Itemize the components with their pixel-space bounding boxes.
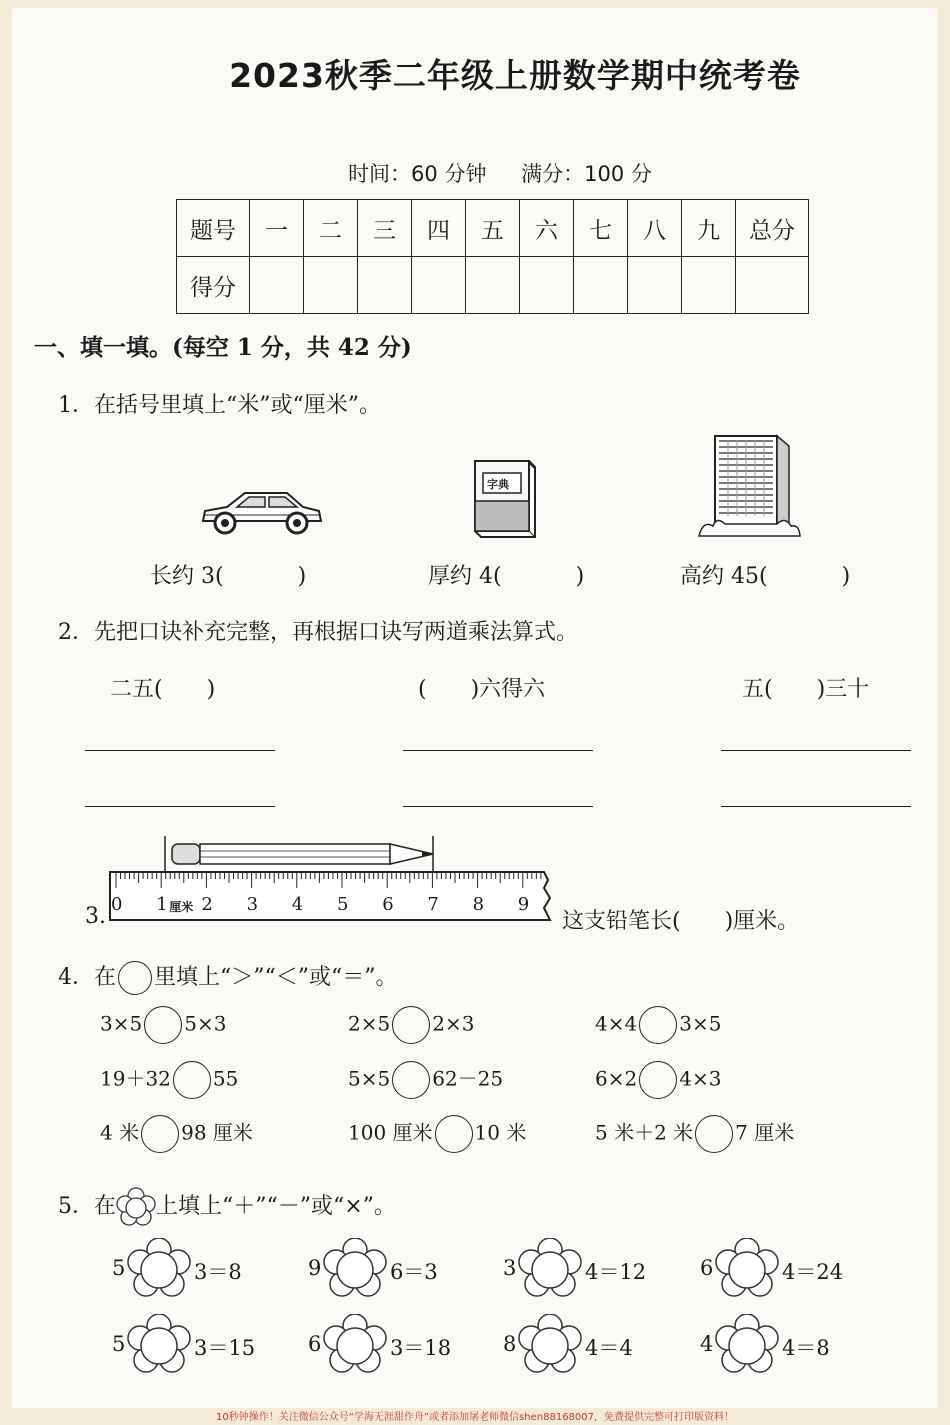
- q2-rhyme-2: ( )六得六: [418, 677, 546, 702]
- operator-expression: [112, 1238, 292, 1302]
- compare-circle[interactable]: [639, 1061, 677, 1099]
- compare-right: 2×3: [432, 1011, 475, 1036]
- compare-right: 7 厘米: [735, 1120, 795, 1145]
- car-icon: [195, 487, 325, 539]
- compare-expression: [348, 1115, 526, 1153]
- compare-right: 4×3: [679, 1066, 722, 1091]
- compare-left: 5 米＋2 米: [595, 1120, 694, 1145]
- operator-expression: [112, 1314, 292, 1378]
- compare-right: 98 厘米: [181, 1120, 253, 1145]
- score-cell[interactable]: [736, 257, 809, 314]
- score-col: 九: [682, 200, 736, 257]
- score-cell[interactable]: [466, 257, 520, 314]
- compare-left: 4 米: [100, 1120, 140, 1145]
- operand-left: 8: [503, 1332, 517, 1356]
- compare-circle[interactable]: [173, 1061, 211, 1099]
- compare-circle[interactable]: [392, 1061, 430, 1099]
- ruler-number: 6: [382, 894, 394, 915]
- compare-expression: [100, 1061, 238, 1099]
- compare-circle[interactable]: [141, 1115, 179, 1153]
- operand-left: 4: [700, 1332, 714, 1356]
- compare-expression: [348, 1006, 474, 1044]
- compare-expression: [100, 1006, 226, 1044]
- score-cell[interactable]: [412, 257, 466, 314]
- question-3-number: 3.: [85, 904, 106, 929]
- operand-right: 4＝8: [782, 1336, 830, 1360]
- operand-left: 3: [503, 1256, 517, 1280]
- compare-expression: [595, 1061, 721, 1099]
- answer-line[interactable]: [721, 750, 911, 751]
- answer-line[interactable]: [85, 806, 275, 807]
- ruler-number: 7: [427, 894, 439, 915]
- ruler-number: 1: [156, 894, 168, 915]
- operand-right: 3＝18: [390, 1336, 452, 1360]
- score-col: 五: [466, 200, 520, 257]
- question-1: 1．在括号里填上“米”或“厘米”。: [58, 393, 381, 418]
- dictionary-icon: [469, 455, 539, 540]
- q2-rhyme-1: 二五( ): [110, 677, 216, 702]
- compare-circle[interactable]: [392, 1006, 430, 1044]
- flower-operator-slot[interactable]: [322, 1314, 388, 1376]
- compare-left: 3×5: [100, 1011, 143, 1036]
- operator-expression: [700, 1238, 880, 1302]
- section-heading: 一、填一填。(每空 1 分，共 42 分): [34, 334, 412, 361]
- compare-circle[interactable]: [639, 1006, 677, 1044]
- score-cell[interactable]: [574, 257, 628, 314]
- ruler-number: 3: [246, 894, 259, 915]
- question-4: 4．在 里填上“＞”“＜”或“＝”。: [58, 960, 397, 995]
- operand-right: 4＝4: [585, 1336, 633, 1360]
- score-col: 四: [412, 200, 466, 257]
- score-cell[interactable]: [520, 257, 574, 314]
- operand-left: 9: [308, 1256, 322, 1280]
- score-header-label: 题号: [177, 200, 250, 257]
- score-cell[interactable]: [304, 257, 358, 314]
- flower-operator-slot[interactable]: [126, 1238, 192, 1300]
- answer-line[interactable]: [721, 806, 911, 807]
- ruler-number: 9: [517, 894, 530, 915]
- question-2: 2．先把口诀补充完整，再根据口诀写两道乘法算式。: [58, 620, 578, 645]
- compare-circle[interactable]: [695, 1115, 733, 1153]
- compare-expression: [595, 1115, 794, 1153]
- flower-icon: [116, 1187, 156, 1227]
- compare-left: 2×5: [348, 1011, 391, 1036]
- compare-left: 5×5: [348, 1066, 391, 1091]
- ruler-number: 4: [291, 894, 304, 915]
- compare-right: 3×5: [679, 1011, 722, 1036]
- operand-left: 6: [308, 1332, 322, 1356]
- operator-expression: [308, 1238, 488, 1302]
- compare-left: 6×2: [595, 1066, 638, 1091]
- score-cell[interactable]: [682, 257, 736, 314]
- flower-operator-slot[interactable]: [714, 1314, 780, 1376]
- operand-right: 3＝8: [194, 1260, 242, 1284]
- operator-expression: [503, 1314, 683, 1378]
- flower-operator-slot[interactable]: [714, 1238, 780, 1300]
- compare-expression: [100, 1115, 253, 1153]
- q1-item-building: 高约 45( ): [680, 564, 851, 589]
- score-cell[interactable]: [250, 257, 304, 314]
- circle-icon: [118, 961, 152, 995]
- score-header-row: [177, 200, 809, 257]
- score-col: 一: [250, 200, 304, 257]
- compare-expression: [595, 1006, 721, 1044]
- ruler: [108, 870, 558, 922]
- score-total-label: 总分: [736, 200, 809, 257]
- operand-right: 4＝12: [585, 1260, 647, 1284]
- operand-right: 3＝15: [194, 1336, 256, 1360]
- operator-expression: [308, 1314, 488, 1378]
- operator-expression: [700, 1314, 880, 1378]
- flower-operator-slot[interactable]: [126, 1314, 192, 1376]
- q2-rhyme-3: 五( )三十: [742, 677, 870, 702]
- ruler-number: 2: [201, 894, 213, 915]
- compare-right: 55: [212, 1066, 239, 1091]
- compare-right: 62－25: [432, 1066, 504, 1091]
- operand-left: 6: [700, 1256, 714, 1280]
- exam-meta: [0, 158, 950, 188]
- compare-right: 5×3: [184, 1011, 227, 1036]
- dictionary-label: 字典: [487, 478, 509, 491]
- compare-circle[interactable]: [144, 1006, 182, 1044]
- q3-question-text: 这支铅笔长( )厘米。: [562, 909, 800, 934]
- ruler-number: 0: [111, 894, 123, 915]
- operand-right: 6＝3: [390, 1260, 438, 1284]
- answer-line[interactable]: [403, 750, 593, 751]
- operand-left: 5: [112, 1332, 126, 1356]
- compare-right: 10 米: [474, 1120, 527, 1145]
- building-icon: [697, 432, 802, 540]
- compare-left: 19＋32: [100, 1066, 171, 1091]
- score-cell[interactable]: [358, 257, 412, 314]
- ruler-number: 5: [337, 894, 349, 915]
- ruler-number: 8: [472, 894, 485, 915]
- score-col: 二: [304, 200, 358, 257]
- question-5: 5．在 上填上“＋”“－”或“×”。: [58, 1187, 396, 1227]
- operand-right: 4＝24: [782, 1260, 844, 1284]
- compare-left: 4×4: [595, 1011, 638, 1036]
- score-value-row: [177, 257, 809, 314]
- score-table: [176, 199, 809, 314]
- ruler-unit: 厘米: [169, 900, 194, 914]
- q1-item-book: 厚约 4( ): [428, 564, 585, 589]
- flower-operator-slot[interactable]: [517, 1314, 583, 1376]
- score-cell[interactable]: [628, 257, 682, 314]
- exam-full-score: 满分：100 分: [521, 162, 652, 186]
- q1-item-car: 长约 3( ): [150, 564, 307, 589]
- score-col: 七: [574, 200, 628, 257]
- answer-line[interactable]: [85, 750, 275, 751]
- operand-left: 5: [112, 1256, 126, 1280]
- score-row-label: 得分: [177, 257, 250, 314]
- score-col: 三: [358, 200, 412, 257]
- compare-expression: [348, 1061, 503, 1099]
- exam-time: 时间：60 分钟: [348, 162, 487, 186]
- flower-operator-slot[interactable]: [322, 1238, 388, 1300]
- answer-line[interactable]: [403, 806, 593, 807]
- score-col: 六: [520, 200, 574, 257]
- operator-expression: [503, 1238, 683, 1302]
- compare-circle[interactable]: [435, 1115, 473, 1153]
- exam-title: 2023秋季二年级上册数学期中统考卷: [229, 56, 801, 95]
- flower-operator-slot[interactable]: [517, 1238, 583, 1300]
- score-col: 八: [628, 200, 682, 257]
- compare-left: 100 厘米: [348, 1120, 433, 1145]
- footer-note: 10秒钟操作！关注微信公众号“学海无涯甜作舟”或者添加屠老师微信shen88168007，免费提供完整可打印版资料！: [215, 1412, 735, 1423]
